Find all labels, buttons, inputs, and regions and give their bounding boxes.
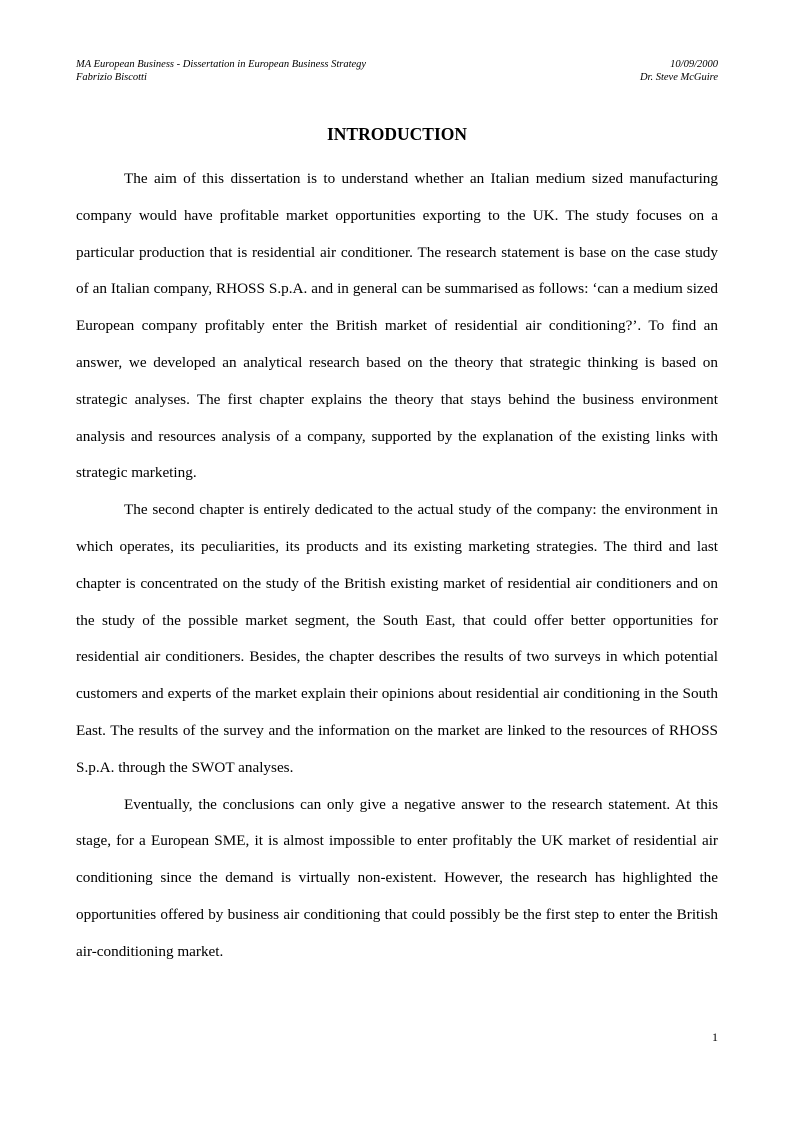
- page-title: INTRODUCTION: [326, 124, 468, 144]
- header-row-2: [76, 71, 718, 84]
- paragraph-1: The aim of this dissertation is to understand whether an Italian medium sized manufacturing company would have profitable market opportunities exporting to the UK. The study focuses on a particular production that is residential air conditioner. The research statement is base on the case study of an Italian company, RHOSS S.p.A. and in general can be summarised as follows: ‘can a medium sized European company profitably enter the British market of residential air conditioning?’. To find an answer, we developed an analytical research based on the theory that strategic thinking is based on strategic analyses. The first chapter explains the theory that stays behind the business environment analysis and resources analysis of a company, supported by the explanation of the existing links with strategic marketing.: [76, 170, 718, 482]
- paragraph-3: Eventually, the conclusions can only give a negative answer to the research statement. At this stage, for a European SME, it is almost impossible to enter profitably the UK market of residential air conditioning since the demand is virtually non-existent. However, the research has highlighted the opportunities offered by business air conditioning that could possibly be the first step to enter the British air-conditioning market.: [76, 795, 718, 960]
- page-number: 1: [712, 1030, 718, 1044]
- body-text: [76, 161, 718, 971]
- running-header: [76, 58, 718, 84]
- header-supervisor: Dr. Steve McGuire: [639, 72, 718, 83]
- header-row-1: [76, 58, 718, 71]
- header-author: Fabrizio Biscotti: [76, 72, 147, 83]
- header-date: 10/09/2000: [670, 59, 718, 70]
- header-course-title: MA European Business - Dissertation in European Business Strategy: [76, 59, 367, 70]
- paragraph-2: The second chapter is entirely dedicated to the actual study of the company: the environment in which operates, its peculiarities, its products and its existing marketing strategies. The third and last chapter is concentrated on the study of the British existing market of residential air conditioners and on the study of the possible market segment, the South East, that could offer better opportunities for residential air conditioners. Besides, the chapter describes the results of two surveys in which potential customers and experts of the market explain their opinions about residential air conditioning in the South East. The results of the survey and the information on the market are linked to the resources of RHOSS S.p.A. through the SWOT analyses.: [76, 501, 718, 776]
